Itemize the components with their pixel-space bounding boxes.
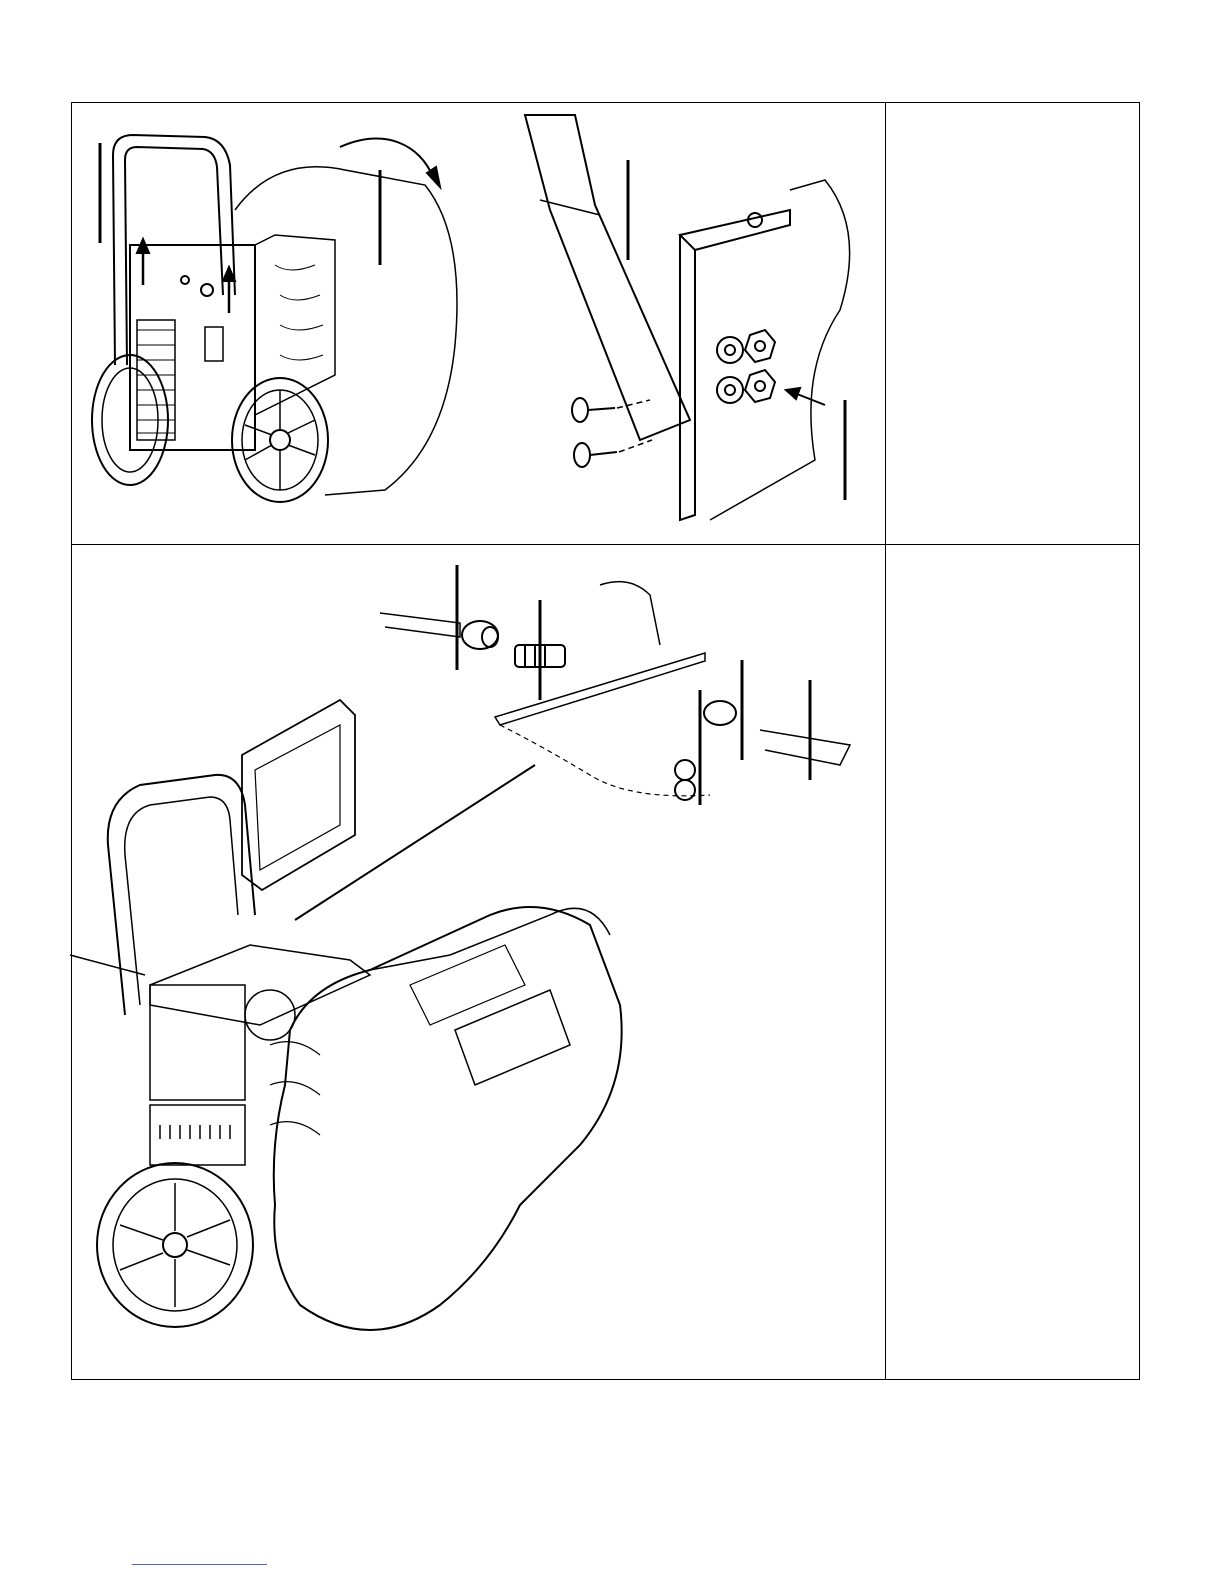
bracket-hardware-illustration (520, 110, 865, 525)
hose-clamp-icon (462, 621, 498, 649)
hose (380, 613, 460, 637)
control-panel (455, 990, 570, 1085)
unit-body (274, 907, 622, 1330)
unit-rear-illustration (85, 115, 475, 505)
footer-link-underline[interactable] (132, 1564, 267, 1565)
vent-grille (137, 320, 175, 440)
washer-icon (717, 377, 743, 403)
hose-assembly-illustration (70, 565, 860, 1350)
note-cell-top (887, 103, 1139, 543)
washer-icon (717, 337, 743, 363)
screw-icon (574, 443, 617, 467)
leader-line (295, 765, 535, 920)
row-divider (72, 544, 1139, 545)
nut-icon (745, 370, 775, 402)
hose (760, 730, 850, 765)
filter-cover (242, 700, 355, 890)
vent-slots (160, 1125, 230, 1139)
outlet-panel (205, 327, 223, 361)
nut-icon (745, 330, 775, 362)
note-cell-bottom (887, 546, 1139, 1379)
hose-clamp-icon (704, 701, 736, 725)
nut-icon (675, 760, 695, 800)
column-divider (885, 103, 886, 1379)
screw-icon (572, 398, 615, 422)
